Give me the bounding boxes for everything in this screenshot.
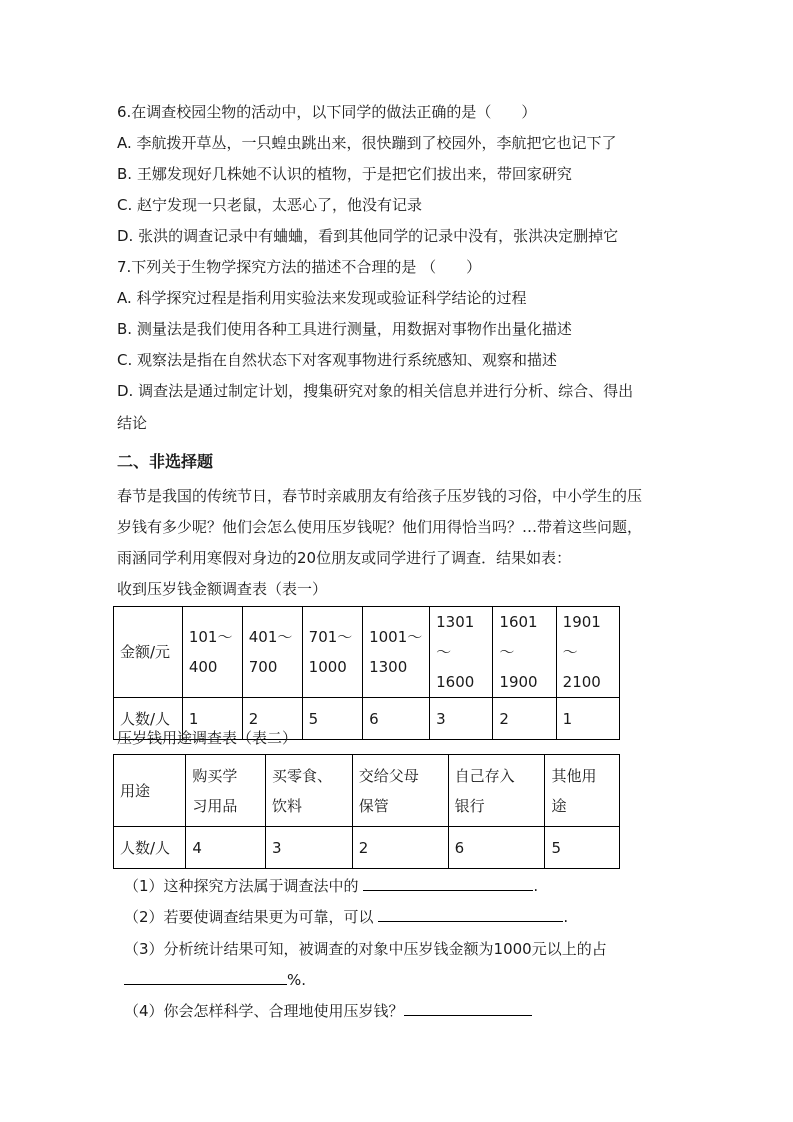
table2-header-row xyxy=(114,755,620,827)
table2-count-cell: 5 xyxy=(545,827,620,869)
q7-option-d-cont: 结论 xyxy=(117,414,148,432)
table1-header-label: 金额/元 xyxy=(114,607,183,698)
table1-range-cell: 1601～ 1900 xyxy=(493,607,556,698)
table2-use-cell: 交给父母 保管 xyxy=(352,755,448,827)
table2-count-cell: 4 xyxy=(186,827,266,869)
q6-option-c: C. 赵宁发现一只老鼠，太恶心了，他没有记录 xyxy=(117,196,423,214)
q6-stem: 6.在调查校园尘物的活动中，以下同学的做法正确的是（ ） xyxy=(117,103,537,121)
q7-option-d: D. 调查法是通过制定计划，搜集研究对象的相关信息并进行分析、综合、得出 xyxy=(117,382,634,400)
q7-option-b: B. 测量法是我们使用各种工具进行测量，用数据对事物作出量化描述 xyxy=(117,320,572,338)
q7-option-a: A. 科学探究过程是指利用实验法来发现或验证科学结论的过程 xyxy=(117,289,527,307)
table2-caption: 压岁钱用途调查表（表二） xyxy=(117,729,298,747)
table2-use-cell: 其他用 途 xyxy=(545,755,620,827)
table-amount-survey xyxy=(113,606,620,740)
q6-option-d: D. 张洪的调查记录中有蛐蛐，看到其他同学的记录中没有，张洪决定删掉它 xyxy=(117,227,619,245)
answer-blank-2[interactable] xyxy=(378,907,563,922)
table2-header-label: 用途 xyxy=(114,755,186,827)
sub-question-2: （2）若要使调查结果更为可靠，可以 . xyxy=(124,908,569,926)
sub-question-4: （4）你会怎样科学、合理地使用压岁钱？ xyxy=(124,1001,532,1021)
table1-range-cell: 101～ 400 xyxy=(182,607,242,698)
table1-count-cell: 6 xyxy=(363,698,430,740)
table2-use-cell: 自己存入 银行 xyxy=(448,755,545,827)
table1-range-cell: 1301～ 1600 xyxy=(430,607,493,698)
table-usage-survey xyxy=(113,754,620,869)
table1-range-cell: 1001～ 1300 xyxy=(363,607,430,698)
table2-count-cell: 3 xyxy=(265,827,352,869)
intro-line-2: 岁钱有多少呢？他们会怎么使用压岁钱呢？他们用得恰当吗？…带着这些问题， xyxy=(117,518,643,536)
q7-option-c: C. 观察法是指在自然状态下对客观事物进行系统感知、观察和描述 xyxy=(117,351,558,369)
table2-count-cell: 6 xyxy=(448,827,545,869)
table1-caption: 收到压岁钱金额调查表（表一） xyxy=(117,580,328,598)
table1-count-cell: 3 xyxy=(430,698,493,740)
table2-count-row xyxy=(114,827,620,869)
table2-use-cell: 购买学 习用品 xyxy=(186,755,266,827)
sub-question-1: （1）这种探究方法属于调查法中的 . xyxy=(124,877,539,895)
answer-blank-1[interactable] xyxy=(363,876,533,891)
table2-count-cell: 2 xyxy=(352,827,448,869)
table1-count-cell: 2 xyxy=(242,698,302,740)
table1-count-cell: 5 xyxy=(302,698,362,740)
table1-count-label: 人数/人 xyxy=(114,698,183,740)
table1-count-cell: 2 xyxy=(493,698,556,740)
table1-range-cell: 401～ 700 xyxy=(242,607,302,698)
q6-option-a: A. 李航拨开草丛，一只蝗虫跳出来，很快蹦到了校园外，李航把它也记下了 xyxy=(117,134,617,152)
intro-line-3: 雨涵同学利用寒假对身边的20位朋友或同学进行了调查．结果如表： xyxy=(117,549,572,567)
q6-option-b: B. 王娜发现好几株她不认识的植物，于是把它们拔出来，带回家研究 xyxy=(117,165,572,183)
q7-stem: 7.下列关于生物学探究方法的描述不合理的是 （ ） xyxy=(117,258,482,276)
sub-question-3-cont: %. xyxy=(124,970,306,990)
table2-count-label: 人数/人 xyxy=(114,827,186,869)
table1-header-row xyxy=(114,607,620,698)
table1-range-cell: 701～ 1000 xyxy=(302,607,362,698)
sub-question-3: （3）分析统计结果可知，被调查的对象中压岁钱金额为1000元以上的占 xyxy=(124,940,607,958)
table2-use-cell: 买零食、 饮料 xyxy=(265,755,352,827)
answer-blank-4[interactable] xyxy=(404,1001,532,1016)
section-heading: 二、非选择题 xyxy=(117,452,214,471)
answer-blank-3[interactable] xyxy=(124,970,287,985)
table1-count-cell: 1 xyxy=(556,698,619,740)
table1-count-cell: 1 xyxy=(182,698,242,740)
intro-line-1: 春节是我国的传统节日，春节时亲戚朋友有给孩子压岁钱的习俗，中小学生的压 xyxy=(117,487,643,505)
table1-range-cell: 1901～ 2100 xyxy=(556,607,619,698)
